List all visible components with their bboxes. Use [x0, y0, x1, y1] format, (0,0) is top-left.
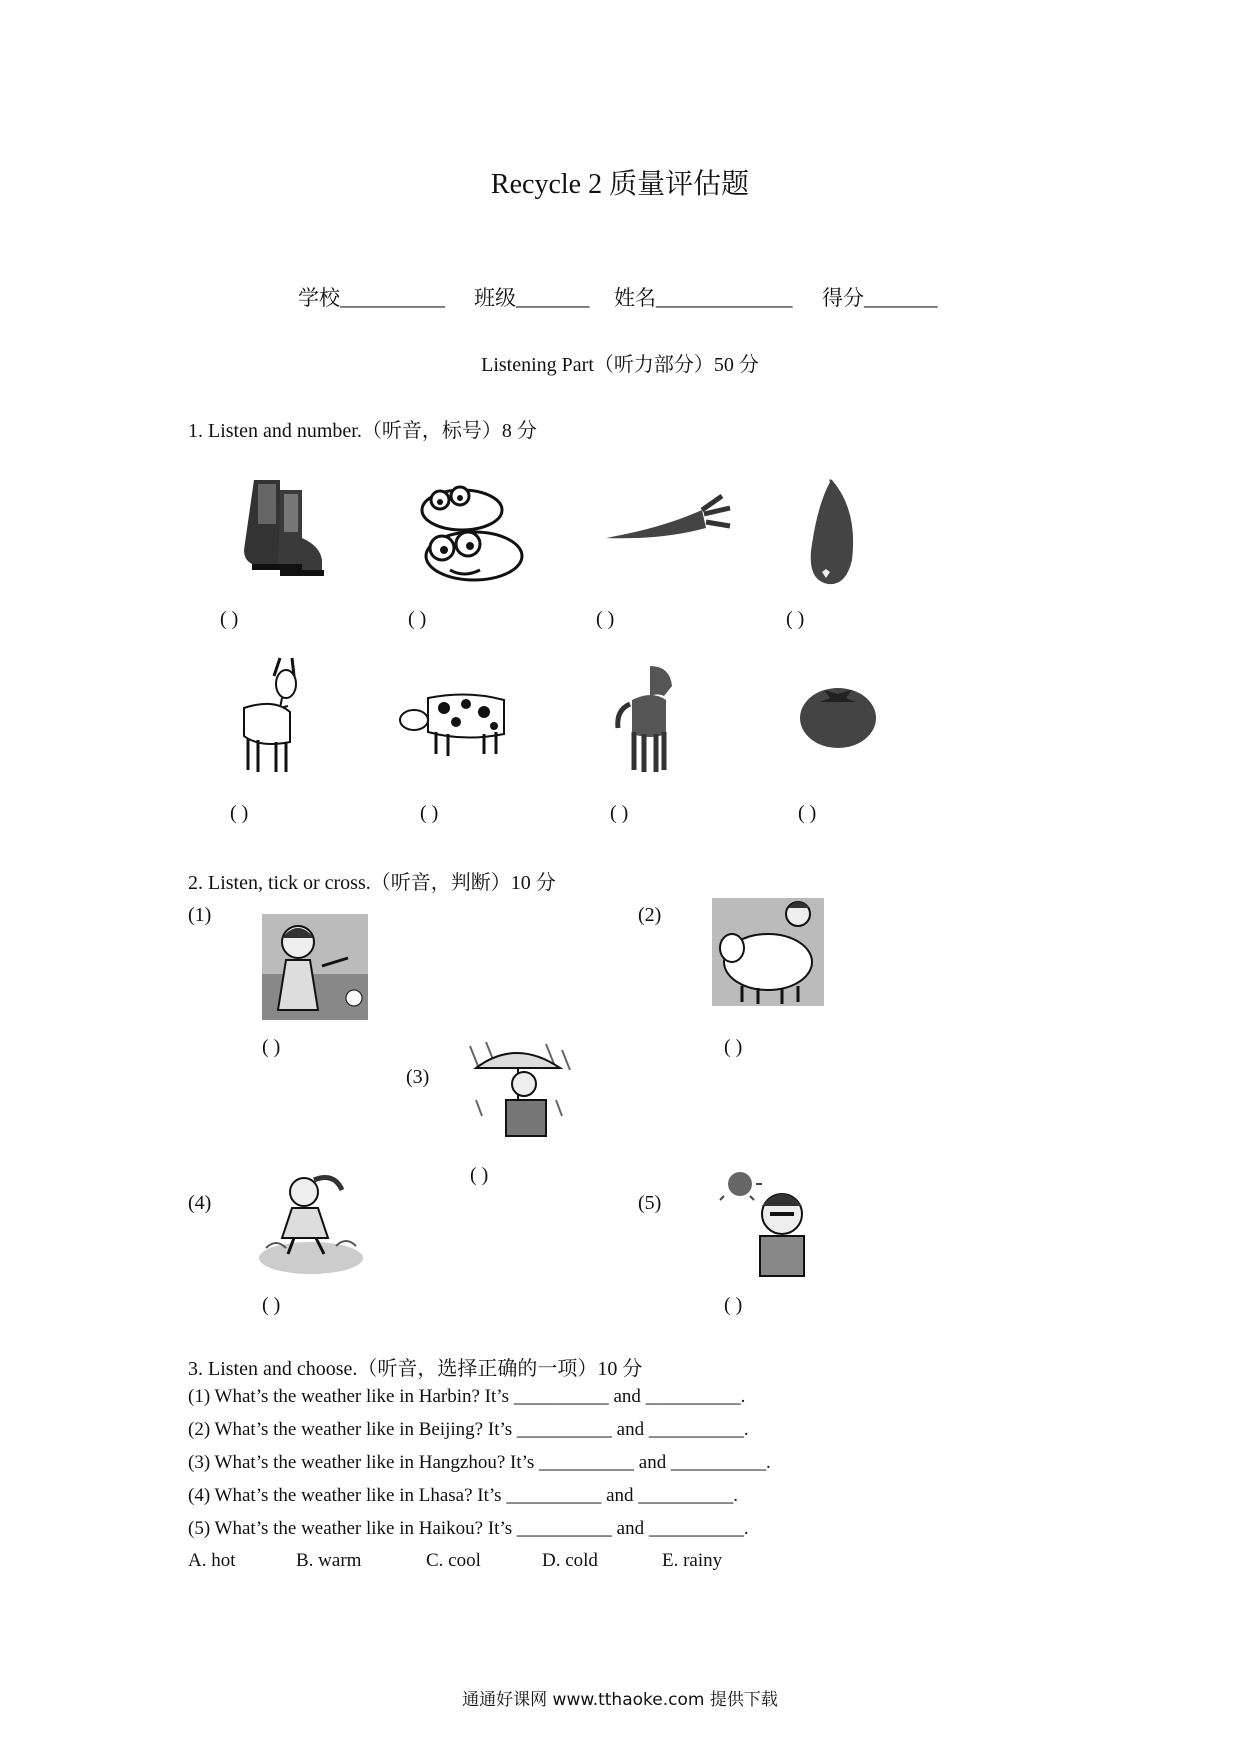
- horse-icon: [610, 660, 682, 778]
- section-heading: Listening Part（听力部分）50 分: [481, 354, 759, 376]
- q2-label-1: (1): [188, 904, 212, 926]
- q1-answer-2: ( ): [408, 608, 427, 630]
- q3-item-3: (3) What’s the weather like in Hangzhou? It’s __________ and __________.: [188, 1452, 771, 1473]
- q3-item-4: (4) What’s the weather like in Lhasa? It’s __________ and __________.: [188, 1485, 738, 1506]
- q2-answer-2: ( ): [724, 1036, 743, 1058]
- page-title: Recycle 2 质量评估题: [490, 169, 750, 200]
- q3-option-c: C. cool: [426, 1550, 481, 1571]
- q1-heading: 1. Listen and number.（听音，标号）8 分: [188, 420, 537, 442]
- q1-answer-5: ( ): [230, 802, 249, 824]
- q2-label-4: (4): [188, 1192, 212, 1214]
- q2-answer-4: ( ): [262, 1294, 281, 1316]
- name-field: 姓名_____________: [614, 286, 793, 310]
- q2-answer-3: ( ): [470, 1164, 489, 1186]
- q2-label-5: (5): [638, 1192, 662, 1214]
- q2-answer-5: ( ): [724, 1294, 743, 1316]
- footer-text: 通通好课网 www.tthaoke.com 提供下载: [462, 1690, 778, 1710]
- q1-answer-1: ( ): [220, 608, 239, 630]
- score-field: 得分_______: [822, 286, 938, 310]
- q3-option-b: B. warm: [296, 1550, 362, 1571]
- q3-item-1: (1) What’s the weather like in Harbin? It’s __________ and __________.: [188, 1386, 746, 1407]
- q1-answer-8: ( ): [798, 802, 817, 824]
- cucumber-icon: [800, 476, 860, 590]
- q1-answer-6: ( ): [420, 802, 439, 824]
- class-field: 班级_______: [474, 286, 590, 310]
- goat-icon: [230, 654, 312, 778]
- q3-option-a: A. hot: [188, 1550, 236, 1571]
- q1-answer-4: ( ): [786, 608, 805, 630]
- q2-label-2: (2): [638, 904, 662, 926]
- boy-under-hot-sun-picture: [716, 1170, 826, 1282]
- q3-item-2: (2) What’s the weather like in Beijing? It’s __________ and __________.: [188, 1419, 749, 1440]
- cow-icon: [398, 688, 516, 760]
- boy-with-umbrella-in-rain-picture: [466, 1040, 572, 1140]
- girl-feeding-chickens-picture: [262, 914, 368, 1020]
- q2-answer-1: ( ): [262, 1036, 281, 1058]
- boots-icon: [222, 470, 326, 585]
- q1-answer-7: ( ): [610, 802, 629, 824]
- q2-label-3: (3): [406, 1066, 430, 1088]
- tomato-icon: [798, 676, 878, 750]
- q3-option-e: E. rainy: [662, 1550, 723, 1571]
- q3-heading: 3. Listen and choose.（听音，选择正确的一项）10 分: [188, 1358, 643, 1380]
- girl-jumping-in-puddle-picture: [256, 1168, 366, 1278]
- q3-option-d: D. cold: [542, 1550, 598, 1571]
- carrot-icon: [602, 488, 734, 548]
- q1-answer-3: ( ): [596, 608, 615, 630]
- boy-with-sheep-picture: [712, 898, 824, 1006]
- q3-item-5: (5) What’s the weather like in Haikou? It’s __________ and __________.: [188, 1518, 749, 1539]
- q2-heading: 2. Listen, tick or cross.（听音，判断）10 分: [188, 872, 556, 894]
- slippers-icon: [410, 478, 528, 588]
- school-field: 学校__________: [298, 286, 445, 310]
